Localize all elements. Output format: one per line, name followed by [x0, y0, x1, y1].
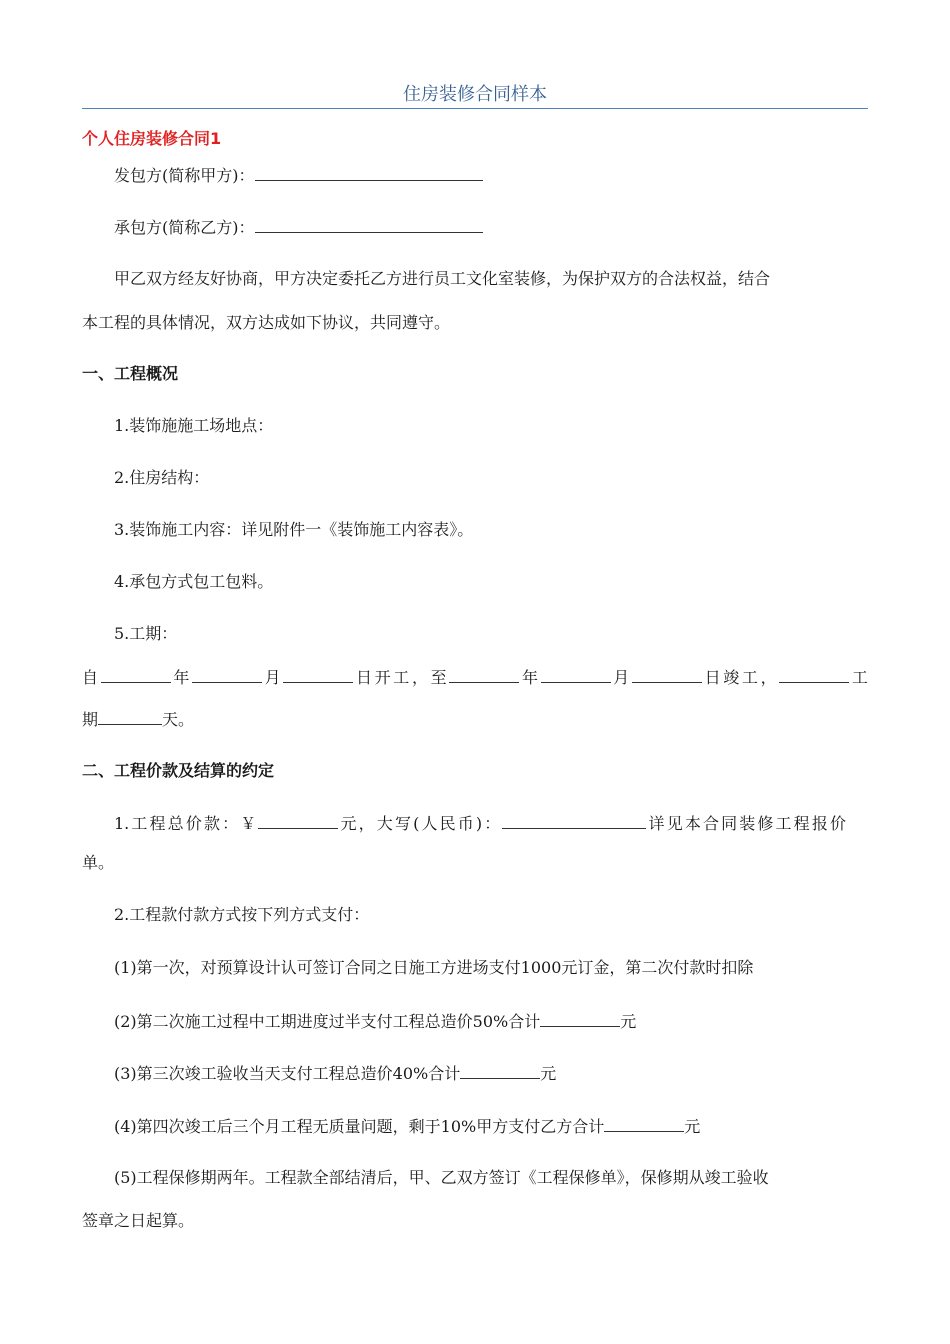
intro-line-2: 本工程的具体情况，双方达成如下协议，共同遵守。: [82, 313, 451, 332]
price-amount-blank[interactable]: [258, 812, 338, 829]
price-capital-blank[interactable]: [502, 812, 646, 829]
payment-item-4-unit: 元: [684, 1117, 701, 1136]
start-month-blank[interactable]: [192, 666, 262, 683]
payment-item-2-unit: 元: [620, 1012, 637, 1031]
page-header-title: 住房装修合同样本: [82, 82, 868, 109]
total-price-line: [114, 812, 846, 835]
construction-period-line: [82, 666, 868, 689]
payment-item-3-blank[interactable]: [460, 1062, 540, 1079]
end-month-blank[interactable]: [541, 666, 611, 683]
payment-item-3-text: (3)第三次竣工验收当天支付工程总造价40%合计: [114, 1064, 461, 1083]
start-year-blank[interactable]: [101, 666, 171, 683]
section-1-item-2: 2.住房结构：: [114, 468, 210, 487]
party-b-blank[interactable]: [255, 216, 483, 233]
payment-item-4: [114, 1115, 700, 1138]
payment-item-2-text: (2)第二次施工过程中工期进度过半支付工程总造价50%合计: [114, 1012, 541, 1031]
payment-intro: 2.工程款付款方式按下列方式支付：: [114, 905, 370, 924]
price-label: 1.工程总价款：￥: [114, 814, 259, 833]
period-tian: 天。: [162, 710, 195, 729]
party-a-blank[interactable]: [255, 164, 483, 181]
duration-days-blank[interactable]: [98, 708, 162, 725]
period-day-1: 日开工，至: [353, 668, 450, 687]
section-1-item-3: 3.装饰施工内容：详见附件一《装饰施工内容表》。: [114, 520, 474, 539]
payment-item-3: [114, 1062, 556, 1085]
period-month-1: 月: [262, 668, 284, 687]
construction-period-line-2: [82, 708, 194, 731]
section-2-heading: 二、工程价款及结算的约定: [82, 761, 275, 780]
payment-item-3-unit: 元: [540, 1064, 557, 1083]
price-capital-label: 元，大写(人民币)：: [338, 814, 503, 833]
payment-item-2-blank[interactable]: [540, 1010, 620, 1027]
section-1-item-4: 4.承包方式包工包料。: [114, 572, 274, 591]
payment-item-5-line-1: (5)工程保修期两年。工程款全部结清后，甲、乙双方签订《工程保修单》，保修期从竣工验收: [114, 1168, 769, 1187]
end-year-blank[interactable]: [449, 666, 519, 683]
document-title: 个人住房装修合同1: [82, 129, 222, 148]
start-day-blank[interactable]: [283, 666, 353, 683]
period-year-2: 年: [519, 668, 541, 687]
period-month-2: 月: [610, 668, 632, 687]
party-b-label: 承包方(简称乙方)：: [114, 218, 255, 237]
party-a-line: [114, 164, 483, 187]
party-a-label: 发包方(简称甲方)：: [114, 166, 255, 185]
payment-item-4-text: (4)第四次竣工后三个月工程无质量问题，剩于10%甲方支付乙方合计: [114, 1117, 605, 1136]
intro-line-1: 甲乙双方经友好协商，甲方决定委托乙方进行员工文化室装修，为保护双方的合法权益，结合: [114, 269, 771, 288]
section-1-heading: 一、工程概况: [82, 364, 179, 383]
section-1-item-1: 1.装饰施施工场地点：: [114, 416, 274, 435]
party-b-line: [114, 216, 483, 239]
price-see-quote: 详见本合同装修工程报价: [646, 814, 846, 833]
period-zi: 自: [82, 668, 101, 687]
period-year-1: 年: [170, 668, 192, 687]
period-day-2: 日竣工，: [701, 668, 780, 687]
period-gong: 工: [849, 668, 868, 687]
section-1-item-5: 5.工期：: [114, 624, 178, 643]
total-price-line-2: 单。: [82, 853, 115, 872]
payment-item-5-line-2: 签章之日起算。: [82, 1211, 195, 1230]
period-qi: 期: [82, 710, 99, 729]
end-day-blank[interactable]: [632, 666, 702, 683]
payment-item-4-blank[interactable]: [604, 1115, 684, 1132]
duration-blank-1[interactable]: [779, 666, 849, 683]
payment-item-2: [114, 1010, 636, 1033]
payment-item-1: (1)第一次，对预算设计认可签订合同之日施工方进场支付1000元订金，第二次付款时扣除: [114, 958, 754, 977]
